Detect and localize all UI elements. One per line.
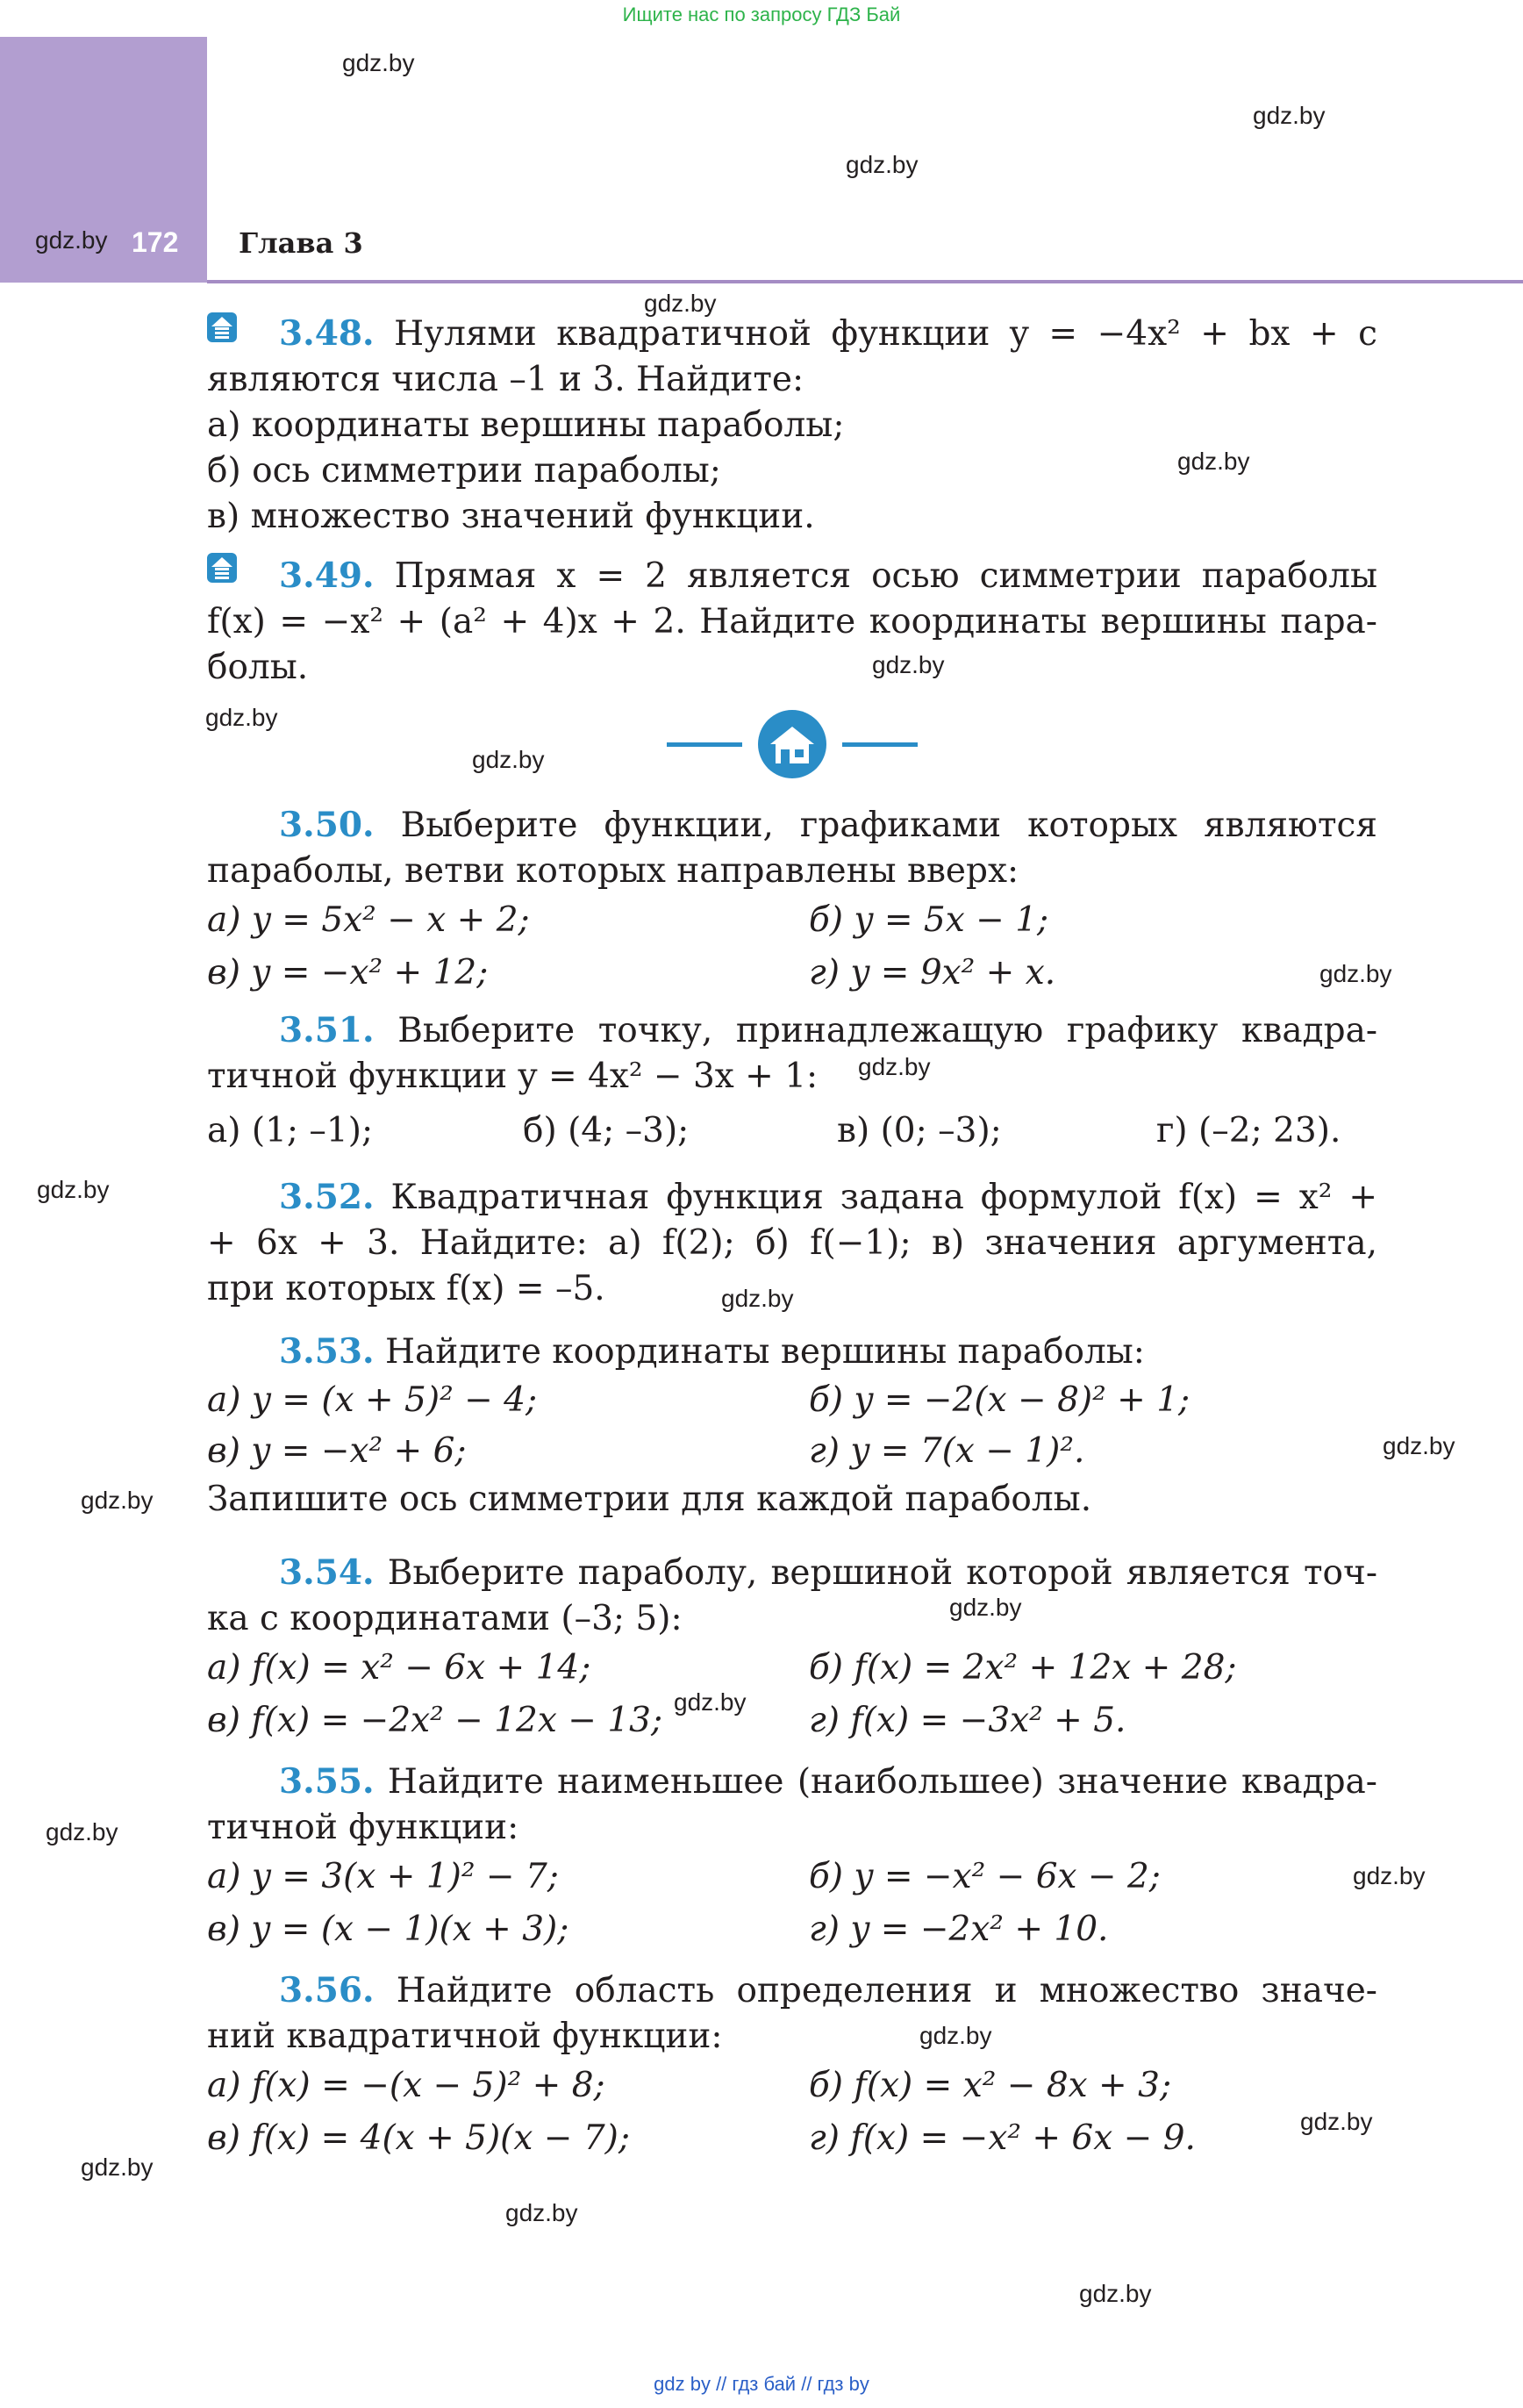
watermark: gdz.by — [46, 1818, 118, 1845]
problem-text: параболы, ветви которых направлены вверх: — [207, 851, 1019, 891]
footer-links[interactable]: gdz by // гдз бай // гдз by — [654, 2373, 869, 2395]
problem-text: Найдите область определения и множество значе- — [396, 1971, 1377, 2010]
section-separator — [667, 709, 918, 779]
option-d: г) y = 7(x − 1)². — [809, 1431, 1085, 1471]
option-d: г) f(x) = −x² + 6x − 9. — [809, 2118, 1196, 2158]
watermark: gdz.by — [81, 2154, 154, 2181]
problem-text: Нулями квадратичной функции y = −4x² + bx + c — [394, 314, 1377, 354]
problem-number: 3.49. — [279, 555, 375, 596]
problem-3-53 — [207, 1329, 1377, 1523]
problem-3-50 — [207, 802, 1377, 1000]
watermark: gdz.by — [342, 49, 415, 76]
problem-number: 3.48. — [279, 313, 375, 354]
problem-text: тичной функции: — [207, 1808, 519, 1847]
chapter-title: Глава 3 — [239, 226, 363, 260]
option-d: г) (–2; 23). — [1156, 1111, 1341, 1150]
problem-number: 3.51. — [279, 1010, 375, 1050]
watermark: gdz.by — [1253, 102, 1326, 129]
option-a: а) y = 3(x + 1)² − 7; — [207, 1857, 559, 1896]
problem-item: б) ось симметрии параболы; — [207, 451, 721, 491]
watermark: gdz.by — [858, 1053, 931, 1080]
option-b: б) y = −x² − 6x − 2; — [809, 1857, 1161, 1896]
problem-text: Выберите точку, принадлежащую графику квадра- — [397, 1011, 1377, 1050]
problem-text: f(x) = −x² + (a² + 4)x + 2. Найдите координаты вершины пара- — [207, 602, 1377, 641]
watermark: gdz.by — [472, 746, 545, 773]
watermark: gdz.by — [505, 2199, 578, 2226]
option-c: в) y = (x − 1)(x + 3); — [207, 1910, 569, 1949]
problem-text: ний квадратичной функции: — [207, 2017, 723, 2056]
option-b: б) y = −2(x − 8)² + 1; — [809, 1380, 1191, 1420]
watermark: gdz.by — [872, 651, 945, 678]
problem-text: Квадратичная функция задана формулой f(x) = x² + — [390, 1178, 1377, 1217]
problem-text: при которых f(x) = –5. — [207, 1269, 605, 1308]
problem-text: Найдите координаты вершины параболы: — [384, 1332, 1145, 1372]
problem-3-49 — [207, 553, 1377, 691]
option-d: г) f(x) = −3x² + 5. — [809, 1701, 1126, 1740]
option-b: б) f(x) = x² − 8x + 3; — [809, 2066, 1172, 2105]
option-a: а) y = 5x² − x + 2; — [207, 900, 530, 940]
watermark: gdz.by — [37, 1176, 110, 1203]
option-c: в) f(x) = 4(x + 5)(x − 7); — [207, 2118, 631, 2158]
watermark: gdz.by — [1383, 1432, 1455, 1459]
problem-text: + 6x + 3. Найдите: а) f(2); б) f(−1); в) значения аргумента, — [207, 1223, 1377, 1263]
page-number: 172 — [132, 226, 179, 258]
option-c: в) (0; –3); — [837, 1111, 1002, 1150]
option-a: а) f(x) = x² − 6x + 14; — [207, 1648, 591, 1688]
watermark: gdz.by — [674, 1688, 747, 1716]
problem-number: 3.56. — [279, 1970, 375, 2010]
problem-text: Выберите параболу, вершиной которой является точ- — [387, 1553, 1377, 1593]
watermark: gdz.by — [949, 1594, 1022, 1621]
problem-3-56 — [207, 1967, 1377, 2165]
problem-number: 3.52. — [279, 1177, 375, 1217]
problem-item: в) множество значений функции. — [207, 497, 815, 536]
problem-3-54 — [207, 1550, 1377, 1747]
problem-text: Найдите наименьшее (наибольшее) значение квадра- — [387, 1762, 1377, 1802]
watermark: gdz.by — [35, 226, 108, 254]
problem-text: тичной функции y = 4x² − 3x + 1: — [207, 1057, 819, 1096]
watermark: gdz.by — [81, 1487, 154, 1514]
watermark: gdz.by — [1319, 960, 1392, 987]
problem-text: болы. — [207, 648, 309, 687]
problem-3-48 — [207, 311, 1377, 540]
option-a: а) (1; –1); — [207, 1111, 374, 1150]
problem-text: Выберите функции, графиками которых являются — [400, 806, 1377, 845]
problem-number: 3.54. — [279, 1552, 375, 1593]
option-b: б) y = 5x − 1; — [809, 900, 1049, 940]
watermark: gdz.by — [846, 151, 919, 178]
option-b: б) (4; –3); — [523, 1111, 690, 1150]
option-b: б) f(x) = 2x² + 12x + 28; — [809, 1648, 1237, 1688]
header-rule — [207, 280, 1523, 283]
problem-text: являются числа –1 и 3. Найдите: — [207, 360, 804, 399]
watermark: gdz.by — [1177, 448, 1250, 475]
problem-3-51 — [207, 1007, 1377, 1154]
option-c: в) y = −x² + 6; — [207, 1431, 467, 1471]
option-d: г) y = 9x² + x. — [809, 953, 1056, 993]
top-banner[interactable]: Ищите нас по запросу ГДЗ Бай — [622, 4, 901, 25]
watermark: gdz.by — [644, 290, 717, 317]
problem-item: а) координаты вершины параболы; — [207, 405, 845, 445]
problem-number: 3.53. — [279, 1331, 375, 1372]
option-a: а) y = (x + 5)² − 4; — [207, 1380, 538, 1420]
watermark: gdz.by — [205, 704, 278, 731]
option-a: а) f(x) = −(x − 5)² + 8; — [207, 2066, 605, 2105]
problem-number: 3.55. — [279, 1761, 375, 1802]
option-c: в) f(x) = −2x² − 12x − 13; — [207, 1701, 663, 1740]
watermark: gdz.by — [919, 2022, 992, 2049]
problem-text: ка с координатами (–3; 5): — [207, 1599, 683, 1638]
option-d: г) y = −2x² + 10. — [809, 1910, 1109, 1949]
watermark: gdz.by — [1079, 2280, 1152, 2307]
problem-text: Прямая x = 2 является осью симметрии параболы — [394, 556, 1378, 596]
problem-3-55 — [207, 1759, 1377, 1956]
option-c: в) y = −x² + 12; — [207, 953, 489, 993]
watermark: gdz.by — [1353, 1862, 1426, 1889]
problem-number: 3.50. — [279, 805, 375, 845]
problem-text: Запишите ось симметрии для каждой параболы. — [207, 1480, 1092, 1519]
watermark: gdz.by — [721, 1285, 794, 1312]
problem-3-52 — [207, 1174, 1377, 1312]
watermark: gdz.by — [1300, 2108, 1373, 2135]
